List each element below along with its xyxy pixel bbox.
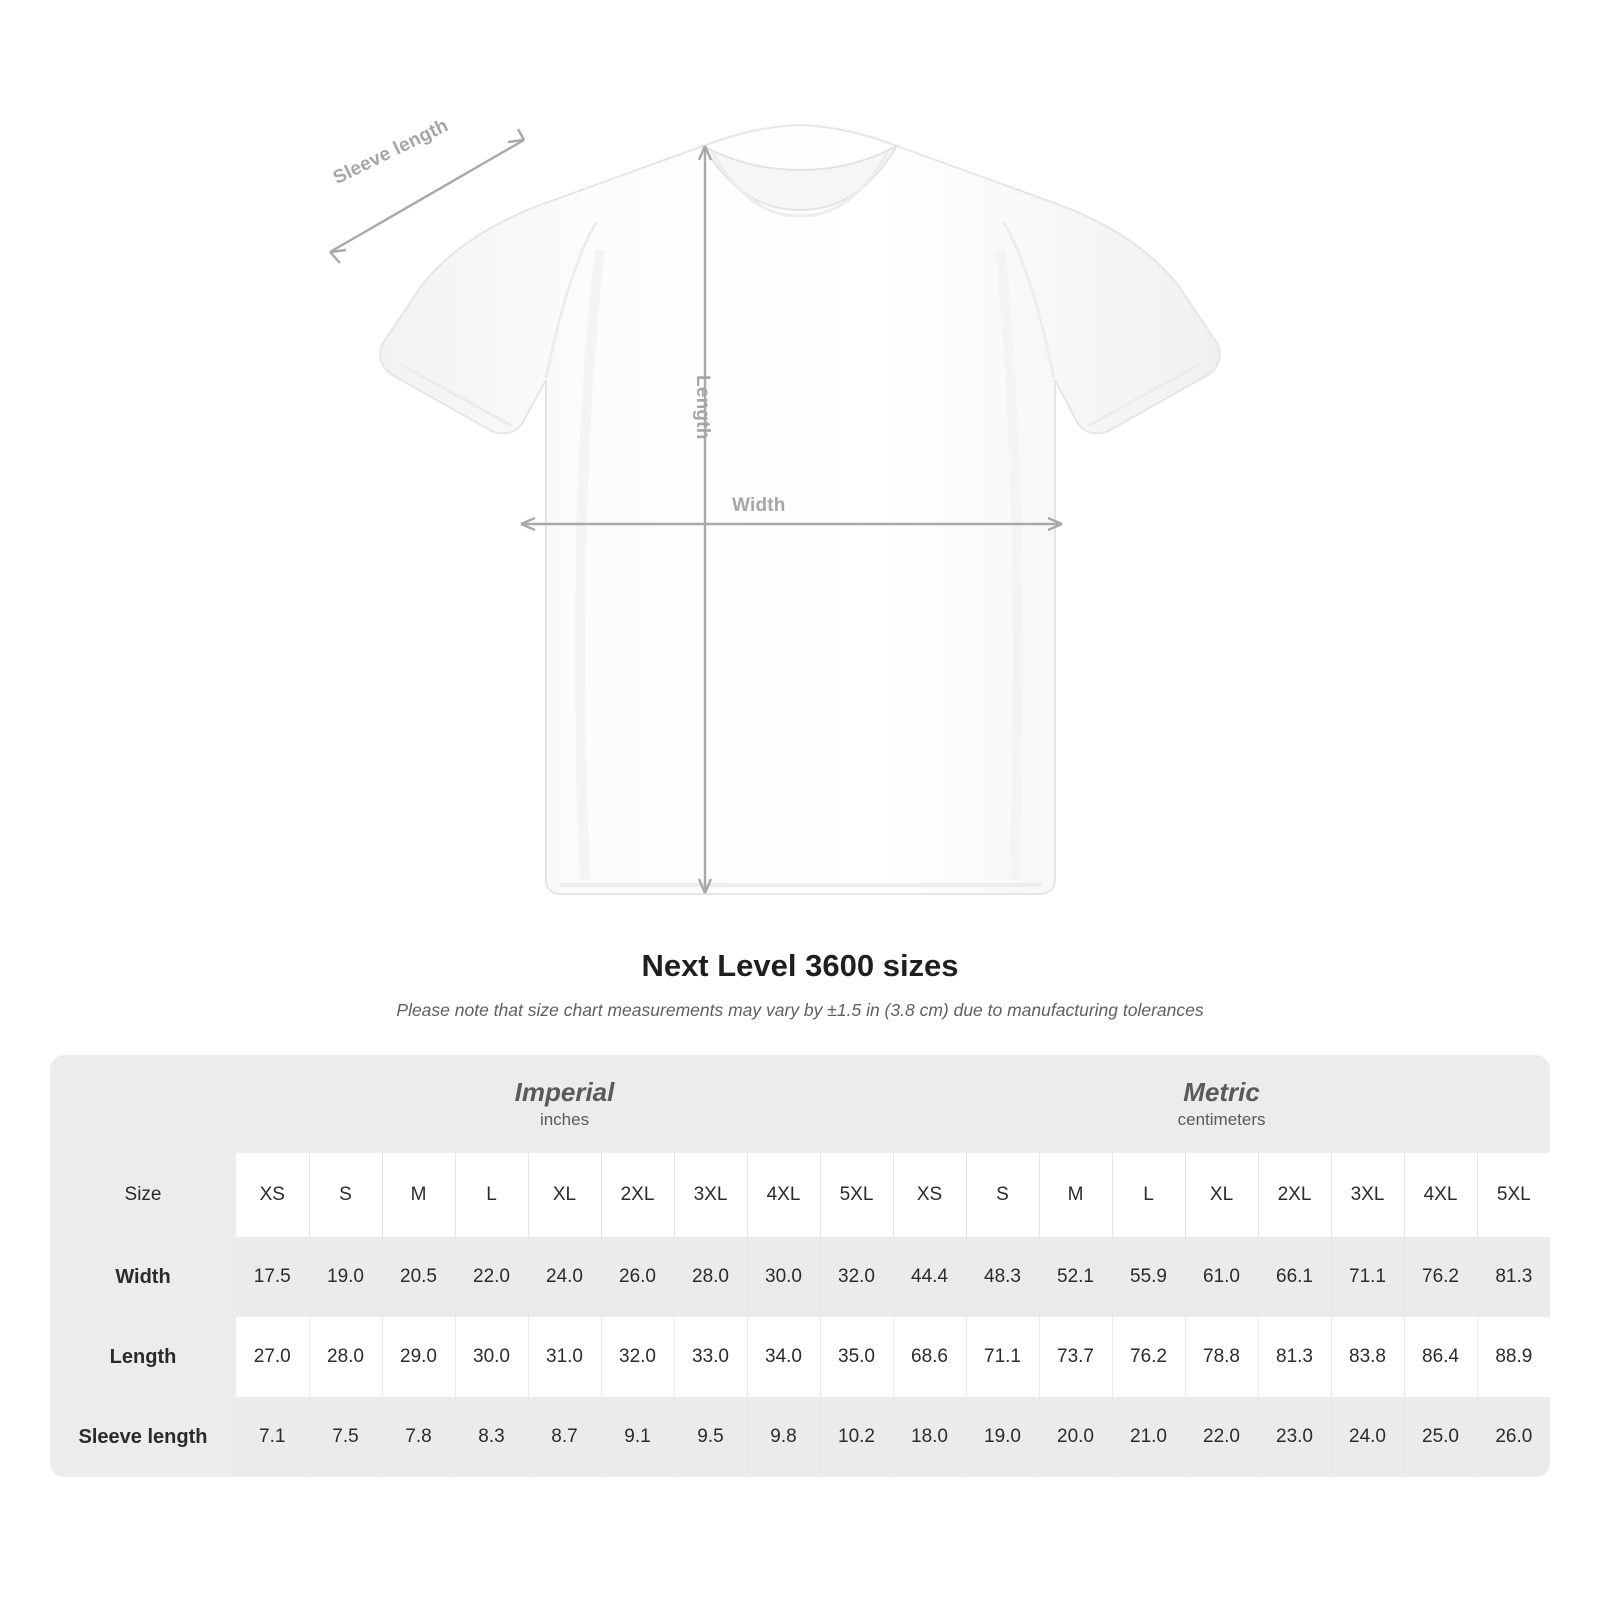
- unit-spacer: [50, 1055, 236, 1153]
- cell-width-imp-0: 17.5: [236, 1237, 309, 1317]
- cell-width-met-2: 52.1: [1039, 1237, 1112, 1317]
- cell-sleeve-imp-2: 7.8: [382, 1397, 455, 1477]
- header-size-imp-2: M: [382, 1153, 455, 1237]
- cell-sleeve-imp-6: 9.5: [674, 1397, 747, 1477]
- header-size-met-4: XL: [1185, 1153, 1258, 1237]
- table-row: [50, 1237, 1550, 1317]
- cell-sleeve-imp-4: 8.7: [528, 1397, 601, 1477]
- row-label-width: Width: [50, 1237, 236, 1317]
- cell-sleeve-imp-1: 7.5: [309, 1397, 382, 1477]
- cell-length-met-1: 71.1: [966, 1317, 1039, 1397]
- cell-width-met-8: 81.3: [1477, 1237, 1550, 1317]
- header-size-imp-5: 2XL: [601, 1153, 674, 1237]
- cell-sleeve-met-8: 26.0: [1477, 1397, 1550, 1477]
- cell-length-met-8: 88.9: [1477, 1317, 1550, 1397]
- size-table-wrap: [50, 1055, 1550, 1477]
- cell-sleeve-met-1: 19.0: [966, 1397, 1039, 1477]
- cell-sleeve-imp-3: 8.3: [455, 1397, 528, 1477]
- cell-width-met-0: 44.4: [893, 1237, 966, 1317]
- size-table: [50, 1055, 1550, 1477]
- table-row: [50, 1397, 1550, 1477]
- cell-length-imp-4: 31.0: [528, 1317, 601, 1397]
- cell-width-met-1: 48.3: [966, 1237, 1039, 1317]
- unit-imperial-title: Imperial: [514, 1076, 615, 1107]
- cell-length-imp-2: 29.0: [382, 1317, 455, 1397]
- cell-sleeve-met-2: 20.0: [1039, 1397, 1112, 1477]
- cell-width-imp-2: 20.5: [382, 1237, 455, 1317]
- cell-width-imp-5: 26.0: [601, 1237, 674, 1317]
- table-row: [50, 1317, 1550, 1397]
- unit-imperial-sub: inches: [539, 1110, 590, 1130]
- header-size-met-6: 3XL: [1331, 1153, 1404, 1237]
- cell-width-imp-4: 24.0: [528, 1237, 601, 1317]
- cell-length-imp-7: 34.0: [747, 1317, 820, 1397]
- cell-sleeve-met-7: 25.0: [1404, 1397, 1477, 1477]
- header-size-imp-0: XS: [236, 1153, 309, 1237]
- shirt-shape: [380, 125, 1220, 894]
- unit-imperial: [236, 1055, 893, 1153]
- cell-width-met-5: 66.1: [1258, 1237, 1331, 1317]
- cell-width-met-6: 71.1: [1331, 1237, 1404, 1317]
- length-label: Length: [692, 375, 713, 440]
- cell-width-imp-6: 28.0: [674, 1237, 747, 1317]
- cell-sleeve-met-0: 18.0: [893, 1397, 966, 1477]
- unit-metric-sub: centimeters: [1177, 1110, 1266, 1130]
- sleeve-length-label: Sleeve length: [330, 115, 452, 189]
- tolerance-note: Please note that size chart measurements may vary by ±1.5 in (3.8 cm) due to manufacturing tolerances: [396, 1000, 1204, 1020]
- cell-length-met-6: 83.8: [1331, 1317, 1404, 1397]
- cell-length-imp-5: 32.0: [601, 1317, 674, 1397]
- header-size-met-8: 5XL: [1477, 1153, 1550, 1237]
- cell-length-met-2: 73.7: [1039, 1317, 1112, 1397]
- header-size-met-7: 4XL: [1404, 1153, 1477, 1237]
- cell-width-met-3: 55.9: [1112, 1237, 1185, 1317]
- cell-length-imp-8: 35.0: [820, 1317, 893, 1397]
- header-size-met-5: 2XL: [1258, 1153, 1331, 1237]
- cell-length-met-4: 78.8: [1185, 1317, 1258, 1397]
- header-size-met-1: S: [966, 1153, 1039, 1237]
- header-size-met-0: XS: [893, 1153, 966, 1237]
- row-label-length: Length: [50, 1317, 236, 1397]
- header-size-imp-4: XL: [528, 1153, 601, 1237]
- cell-sleeve-met-6: 24.0: [1331, 1397, 1404, 1477]
- cell-length-met-3: 76.2: [1112, 1317, 1185, 1397]
- cell-length-imp-3: 30.0: [455, 1317, 528, 1397]
- unit-metric: [893, 1055, 1550, 1153]
- page-title: Next Level 3600 sizes: [641, 948, 959, 983]
- cell-sleeve-imp-5: 9.1: [601, 1397, 674, 1477]
- cell-width-imp-7: 30.0: [747, 1237, 820, 1317]
- cell-length-imp-1: 28.0: [309, 1317, 382, 1397]
- row-label-sleeve-length: Sleeve length: [50, 1397, 236, 1477]
- cell-width-imp-1: 19.0: [309, 1237, 382, 1317]
- header-size-met-3: L: [1112, 1153, 1185, 1237]
- cell-sleeve-met-3: 21.0: [1112, 1397, 1185, 1477]
- unit-header-row: [50, 1055, 1550, 1153]
- cell-sleeve-imp-7: 9.8: [747, 1397, 820, 1477]
- cell-length-met-7: 86.4: [1404, 1317, 1477, 1397]
- unit-metric-title: Metric: [1183, 1076, 1260, 1107]
- cell-width-imp-3: 22.0: [455, 1237, 528, 1317]
- header-size-imp-8: 5XL: [820, 1153, 893, 1237]
- header-size-imp-6: 3XL: [674, 1153, 747, 1237]
- header-size-imp-1: S: [309, 1153, 382, 1237]
- cell-length-met-5: 81.3: [1258, 1317, 1331, 1397]
- cell-sleeve-imp-8: 10.2: [820, 1397, 893, 1477]
- width-label: Width: [732, 495, 786, 516]
- cell-sleeve-imp-0: 7.1: [236, 1397, 309, 1477]
- cell-width-met-7: 76.2: [1404, 1237, 1477, 1317]
- cell-width-met-4: 61.0: [1185, 1237, 1258, 1317]
- header-size-imp-7: 4XL: [747, 1153, 820, 1237]
- cell-length-imp-0: 27.0: [236, 1317, 309, 1397]
- cell-sleeve-met-4: 22.0: [1185, 1397, 1258, 1477]
- size-header-row: [50, 1153, 1550, 1237]
- cell-length-imp-6: 33.0: [674, 1317, 747, 1397]
- cell-length-met-0: 68.6: [893, 1317, 966, 1397]
- header-size-met-2: M: [1039, 1153, 1112, 1237]
- cell-width-imp-8: 32.0: [820, 1237, 893, 1317]
- header-size-label: Size: [50, 1153, 236, 1237]
- cell-sleeve-met-5: 23.0: [1258, 1397, 1331, 1477]
- header-size-imp-3: L: [455, 1153, 528, 1237]
